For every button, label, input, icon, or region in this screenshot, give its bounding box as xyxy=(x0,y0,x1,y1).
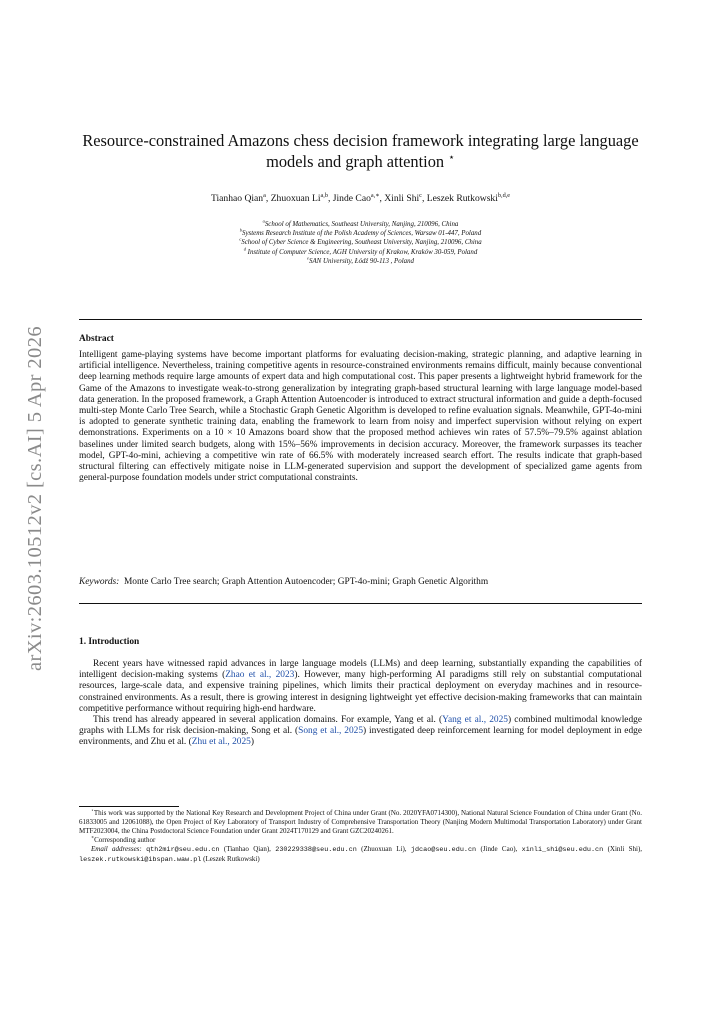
author-list: Tianhao Qian$^a$, Zhuoxuan Li$^{a,b}$, Jinde Cao$^{a,∗}$, Xinli Shi$^c$, Leszek Rutkowski$^{b,d,e}$ xyxy=(210,191,511,204)
affiliation: $^b$Systems Research Institute of the Polish Academy of Sciences, Warsaw 01-447, Poland xyxy=(239,227,482,238)
abstract-bottom-rule xyxy=(79,603,642,604)
abstract-text: Intelligent game-playing systems have become important platforms for evaluating decision-making, strategic planning, and adaptive learning in artificial intelligence. Nevertheless, training competitive agents in resource-constrained environments remains difficult, mainly because conventional deep learning methods require large amounts of expert data and high computational cost. This paper presents a lightweight hybrid framework for the Game of the Amazons to investigate weak-to-strong generalization by integrating graph-based structural learning with large language model-based data generation. In the proposed framework, a Graph Attention Autoencoder is introduced to extract structural information and guide a depth-focused multi-step Monte Carlo Tree Search, while a Stochastic Graph Genetic Algorithm is developed to refine evaluation signals. Meanwhile, GPT-4o-mini is adopted to generate synthetic training data, enabling the framework to learn from noisy and imperfect supervision without relying on expert demonstrations. Experiments on a 10 × 10 Amazons board show that the proposed method achieves win rates of 57.5%–79.5% against ablation baselines under limited search budgets, along with 15%–56% improvements in decision accuracy. Moreover, the framework surpasses its teacher model, GPT-4o-mini, achieving a competitive win rate of 66.5% with moderately increased search effort. The results indicate that graph-based structural filtering can effectively mitigate noise in LLM-generated supervision and support the development of specialized game agents from general-purpose foundation models under strict computational constraints. xyxy=(79,350,642,484)
paragraph: This trend has already appeared in several application domains. For example, Yang et al. (Yang et al., 2025) combined multimodal knowledge graphs with LLMs for risk decision-making, Song et al. (Song et al., 2025) investigated deep reinforcement learning for model deployment in edge environments, and Zhu et al. (Zhu et al., 2025) xyxy=(79,715,642,748)
affiliation: $^c$School of Cyber Science & Engineering, Southeast University, Nanjing, 210096, China xyxy=(239,237,482,247)
abstract-heading: Abstract xyxy=(79,334,114,344)
email-link[interactable]: leszek.rutkowski@ibspan.waw.pl xyxy=(79,856,202,864)
affiliation: $^a$School of Mathematics, Southeast University, Nanjing, 210096, China xyxy=(262,218,459,228)
author: Leszek Rutkowski$^{b,d,e}$ xyxy=(426,191,511,204)
footnotes xyxy=(79,809,642,865)
author: Jinde Cao$^{a,∗}$ xyxy=(332,191,380,204)
arxiv-sidebar-stamp xyxy=(22,306,50,691)
email-addresses: Email addresses: qth2mir@seu.edu.cn (Tianhao Qian), 230229338@seu.edu.cn (Zhuoxuan Li), jdcao@seu.edu.cn (Jinde Cao), xinli_shi@seu.edu.cn (Xinli Shi), leszek.rutkowski@ibspan.waw.pl (Leszek Rutkowski) xyxy=(79,845,643,864)
keywords-text: Monte Carlo Tree search; Graph Attention Autoencoder; GPT-4o-mini; Graph Genetic Algorithm xyxy=(123,577,489,587)
title-footnote-mark: ⋆ xyxy=(448,152,455,164)
footnote-rule xyxy=(79,806,179,807)
paper-title-text: Resource-constrained Amazons chess decision framework integrating large language models and graph attention xyxy=(82,131,639,171)
arxiv-id-text: arXiv:2603.10512v2 [cs.AI] 5 Apr 2026 xyxy=(24,325,47,672)
citation-link[interactable]: Zhao et al., 2023 xyxy=(225,670,295,681)
abstract-top-rule xyxy=(79,319,642,320)
funding-footnote: ⋆This work was supported by the National Key Research and Development Project of China under Grant (No. 2020YFA0714300), National Natural Science Foundation of China under Grant (No. 61833005 and 12061088), the Open Project of Key Laboratory of Transport Industry of Comprehensive Transportation Theory (Nanjing Modern Multimodal Transportation Laboratory) under Grant MTF2023004, the China Postdoctoral Science Foundation under Grant 2024T170129 and Grant GZC20240261. xyxy=(79,807,642,835)
affiliation-list xyxy=(79,220,642,266)
author: Tianhao Qian$^a$ xyxy=(210,191,266,204)
citation-link[interactable]: Song et al., 2025 xyxy=(298,726,364,737)
email-link[interactable]: jdcao@seu.edu.cn xyxy=(410,846,477,854)
keywords-label: Keywords: xyxy=(79,577,120,587)
paragraph: Recent years have witnessed rapid advances in large language models (LLMs) and deep learning, substantially expanding the capabilities of intelligent decision-making systems (Zhao et al., 2023). However, many high-performing AI paradigms still rely on substantial computational resources, large-scale data, and expensive training pipelines, which limits their practical deployment on everyday machines and in resource-constrained environments. As a result, there is growing interest in designing lightweight yet effective decision-making frameworks that can maintain competitive performance without requiring high-end hardware. xyxy=(79,659,643,714)
email-link[interactable]: 230229338@seu.edu.cn xyxy=(275,846,357,854)
author: Xinli Shi$^c$ xyxy=(384,191,422,204)
corresponding-author-note: ∗Corresponding author xyxy=(91,834,156,844)
citation-link[interactable]: Yang et al., 2025 xyxy=(442,715,508,726)
author: Zhuoxuan Li$^{a,b}$ xyxy=(270,191,328,204)
email-link[interactable]: xinli_shi@seu.edu.cn xyxy=(521,846,604,854)
affiliation: $^e$SAN University, Łódź 90-113 , Poland xyxy=(307,255,414,265)
paper-title xyxy=(79,130,642,172)
introduction-body xyxy=(79,659,642,749)
citation-link[interactable]: Zhu et al., 2025 xyxy=(191,737,251,748)
section-heading-introduction: 1. Introduction xyxy=(79,637,140,647)
email-link[interactable]: qth2mir@seu.edu.cn xyxy=(146,846,220,854)
keywords xyxy=(79,577,642,587)
affiliation: $^d$ Institute of Computer Science, AGH University of Krakow, Kraków 30-059, Poland xyxy=(243,246,478,256)
